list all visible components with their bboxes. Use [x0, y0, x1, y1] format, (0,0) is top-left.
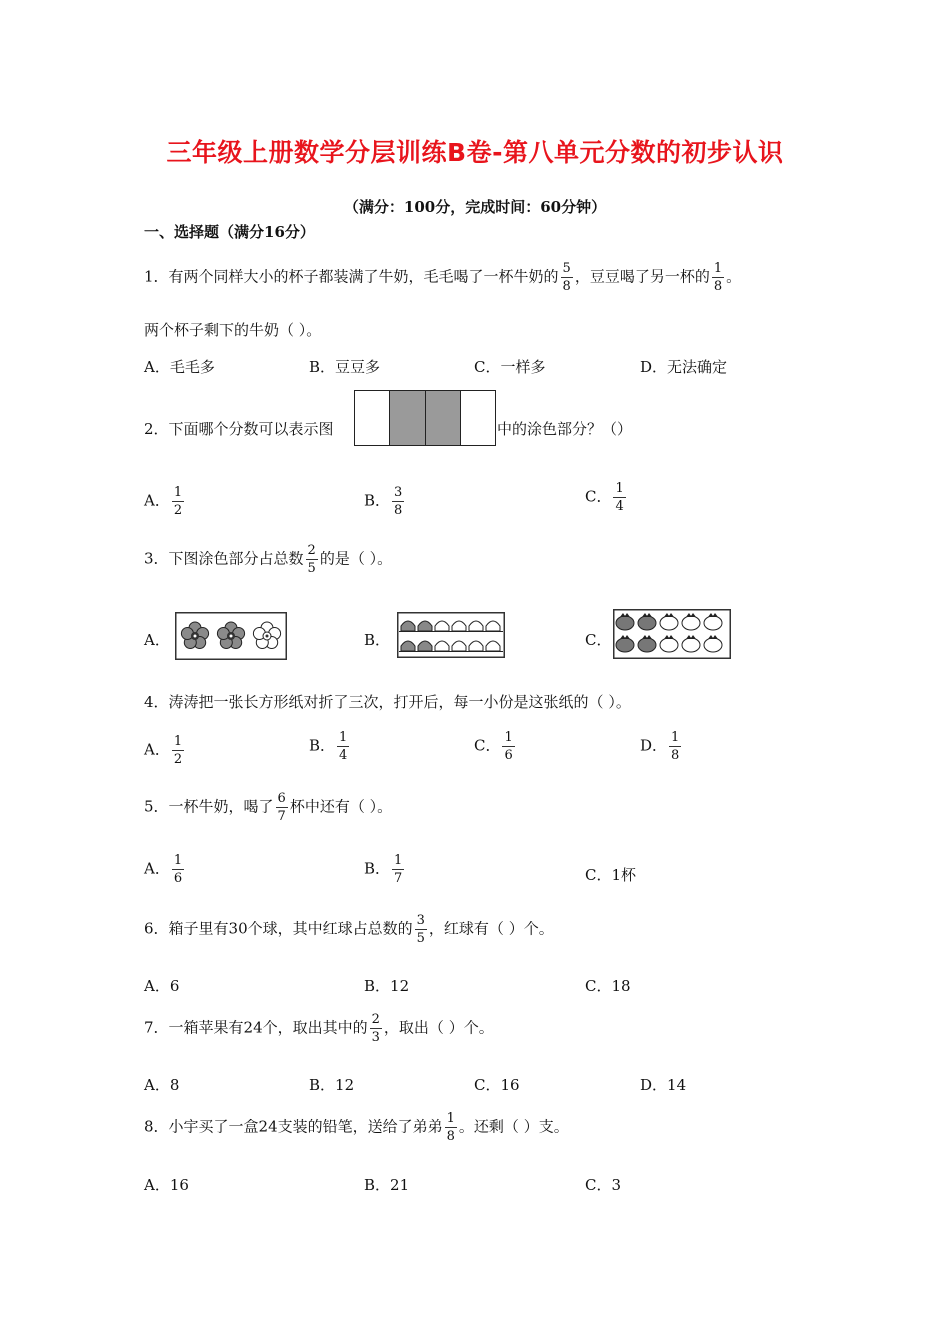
strawberry-icon [704, 638, 722, 652]
strawberry-icon [638, 616, 656, 630]
strawberry-icon [616, 638, 634, 652]
q5-option-a[interactable]: A． $\frac{1}{6}$ [144, 853, 183, 886]
q2-option-b[interactable]: B． $\frac{3}{8}$ [364, 485, 403, 518]
q6-option-b[interactable]: B．12 [364, 977, 410, 995]
fraction: $\frac{1}{8}$ [713, 261, 723, 294]
question-7: 7．一箱苹果有24个，取出其中的 $\frac{2}{3}$ ，取出（ ）个。 [144, 1012, 494, 1045]
q1-option-b[interactable]: B．豆豆多 [309, 358, 381, 376]
q5-option-b[interactable]: B． $\frac{1}{7}$ [364, 853, 403, 886]
fraction-strip-diagram [354, 390, 496, 446]
q1-option-a[interactable]: A．毛毛多 [144, 358, 215, 376]
q4-option-c[interactable]: C． $\frac{1}{6}$ [474, 730, 513, 763]
q4-option-d[interactable]: D． $\frac{1}{8}$ [640, 730, 680, 763]
q2-option-c[interactable]: C． $\frac{1}{4}$ [585, 481, 624, 514]
q3-option-a-label[interactable]: A． [144, 631, 170, 649]
strip-cell [355, 391, 390, 445]
strawberry-icon [704, 616, 722, 630]
q6-option-a[interactable]: A．6 [144, 977, 180, 995]
question-1: 1．有两个同样大小的杯子都装满了牛奶，毛毛喝了一杯牛奶的 $\frac{5}{8}$ ，豆豆喝了另一杯的 $\frac{1}{8}$ 。 [144, 261, 742, 294]
q1-text-a: 1．有两个同样大小的杯子都装满了牛奶，毛毛喝了一杯牛奶的 [144, 267, 559, 286]
subtitle: （满分：100分，完成时间：60分钟） [343, 198, 607, 216]
strip-cell-shaded [426, 391, 461, 445]
strip-cell [461, 391, 495, 445]
q5-option-c[interactable]: C．1杯 [585, 866, 637, 884]
q8-option-c[interactable]: C．3 [585, 1176, 622, 1194]
strip-cell-shaded [390, 391, 425, 445]
q7-option-b[interactable]: B．12 [309, 1076, 355, 1094]
q8-option-b[interactable]: B．21 [364, 1176, 410, 1194]
q1-option-c[interactable]: C．一样多 [474, 358, 546, 376]
q3-option-b-label[interactable]: B． [364, 631, 391, 649]
question-8: 8．小宇买了一盒24支装的铅笔，送给了弟弟 $\frac{1}{8}$ 。还剩（ ）支。 [144, 1111, 569, 1144]
q4-option-b[interactable]: B． $\frac{1}{4}$ [309, 730, 348, 763]
strawberry-icon [682, 638, 700, 652]
question-5: 5．一杯牛奶，喝了 $\frac{6}{7}$ 杯中还有（ ）。 [144, 791, 393, 824]
q1-text-b: ，豆豆喝了另一杯的 [574, 267, 710, 286]
q2-text-a: 2．下面哪个分数可以表示图 [144, 420, 334, 438]
q8-option-a[interactable]: A．16 [144, 1176, 189, 1194]
q6-option-c[interactable]: C．18 [585, 977, 631, 995]
q4-option-a[interactable]: A． $\frac{1}{2}$ [144, 734, 183, 767]
q1-option-d[interactable]: D．无法确定 [640, 358, 728, 376]
page-title: 三年级上册数学分层训练B卷-第八单元分数的初步认识 [166, 138, 784, 167]
q7-option-c[interactable]: C．16 [474, 1076, 520, 1094]
fraction: $\frac{5}{8}$ [562, 261, 571, 294]
question-4: 4．涛涛把一张长方形纸对折了三次，打开后，每一小份是这张纸的（ ）。 [144, 693, 631, 711]
section-heading: 一、选择题（满分16分） [144, 223, 315, 241]
q7-option-a[interactable]: A．8 [144, 1076, 180, 1094]
q3-option-b-peaches[interactable] [397, 612, 505, 658]
q3-option-c-strawberries[interactable] [613, 609, 731, 659]
q2-option-a[interactable]: A． $\frac{1}{2}$ [144, 485, 183, 518]
q7-option-d[interactable]: D．14 [640, 1076, 687, 1094]
question-3: 3．下图涂色部分占总数 $\frac{2}{5}$ 的是（ ）。 [144, 543, 393, 576]
q1-line2: 两个杯子剩下的牛奶（ ）。 [144, 321, 322, 339]
q3-option-a-flowers[interactable] [175, 612, 287, 660]
q3-option-c-label[interactable]: C． [585, 631, 612, 649]
strawberry-icon [682, 616, 700, 630]
strawberry-icon [616, 616, 634, 630]
strawberry-icon [638, 638, 656, 652]
question-6: 6．箱子里有30个球，其中红球占总数的 $\frac{3}{5}$ ，红球有（ ）个。 [144, 913, 554, 946]
strawberry-icon [660, 638, 678, 652]
q2-text-b: 中的涂色部分？（） [497, 420, 633, 438]
strawberry-icon [660, 616, 678, 630]
